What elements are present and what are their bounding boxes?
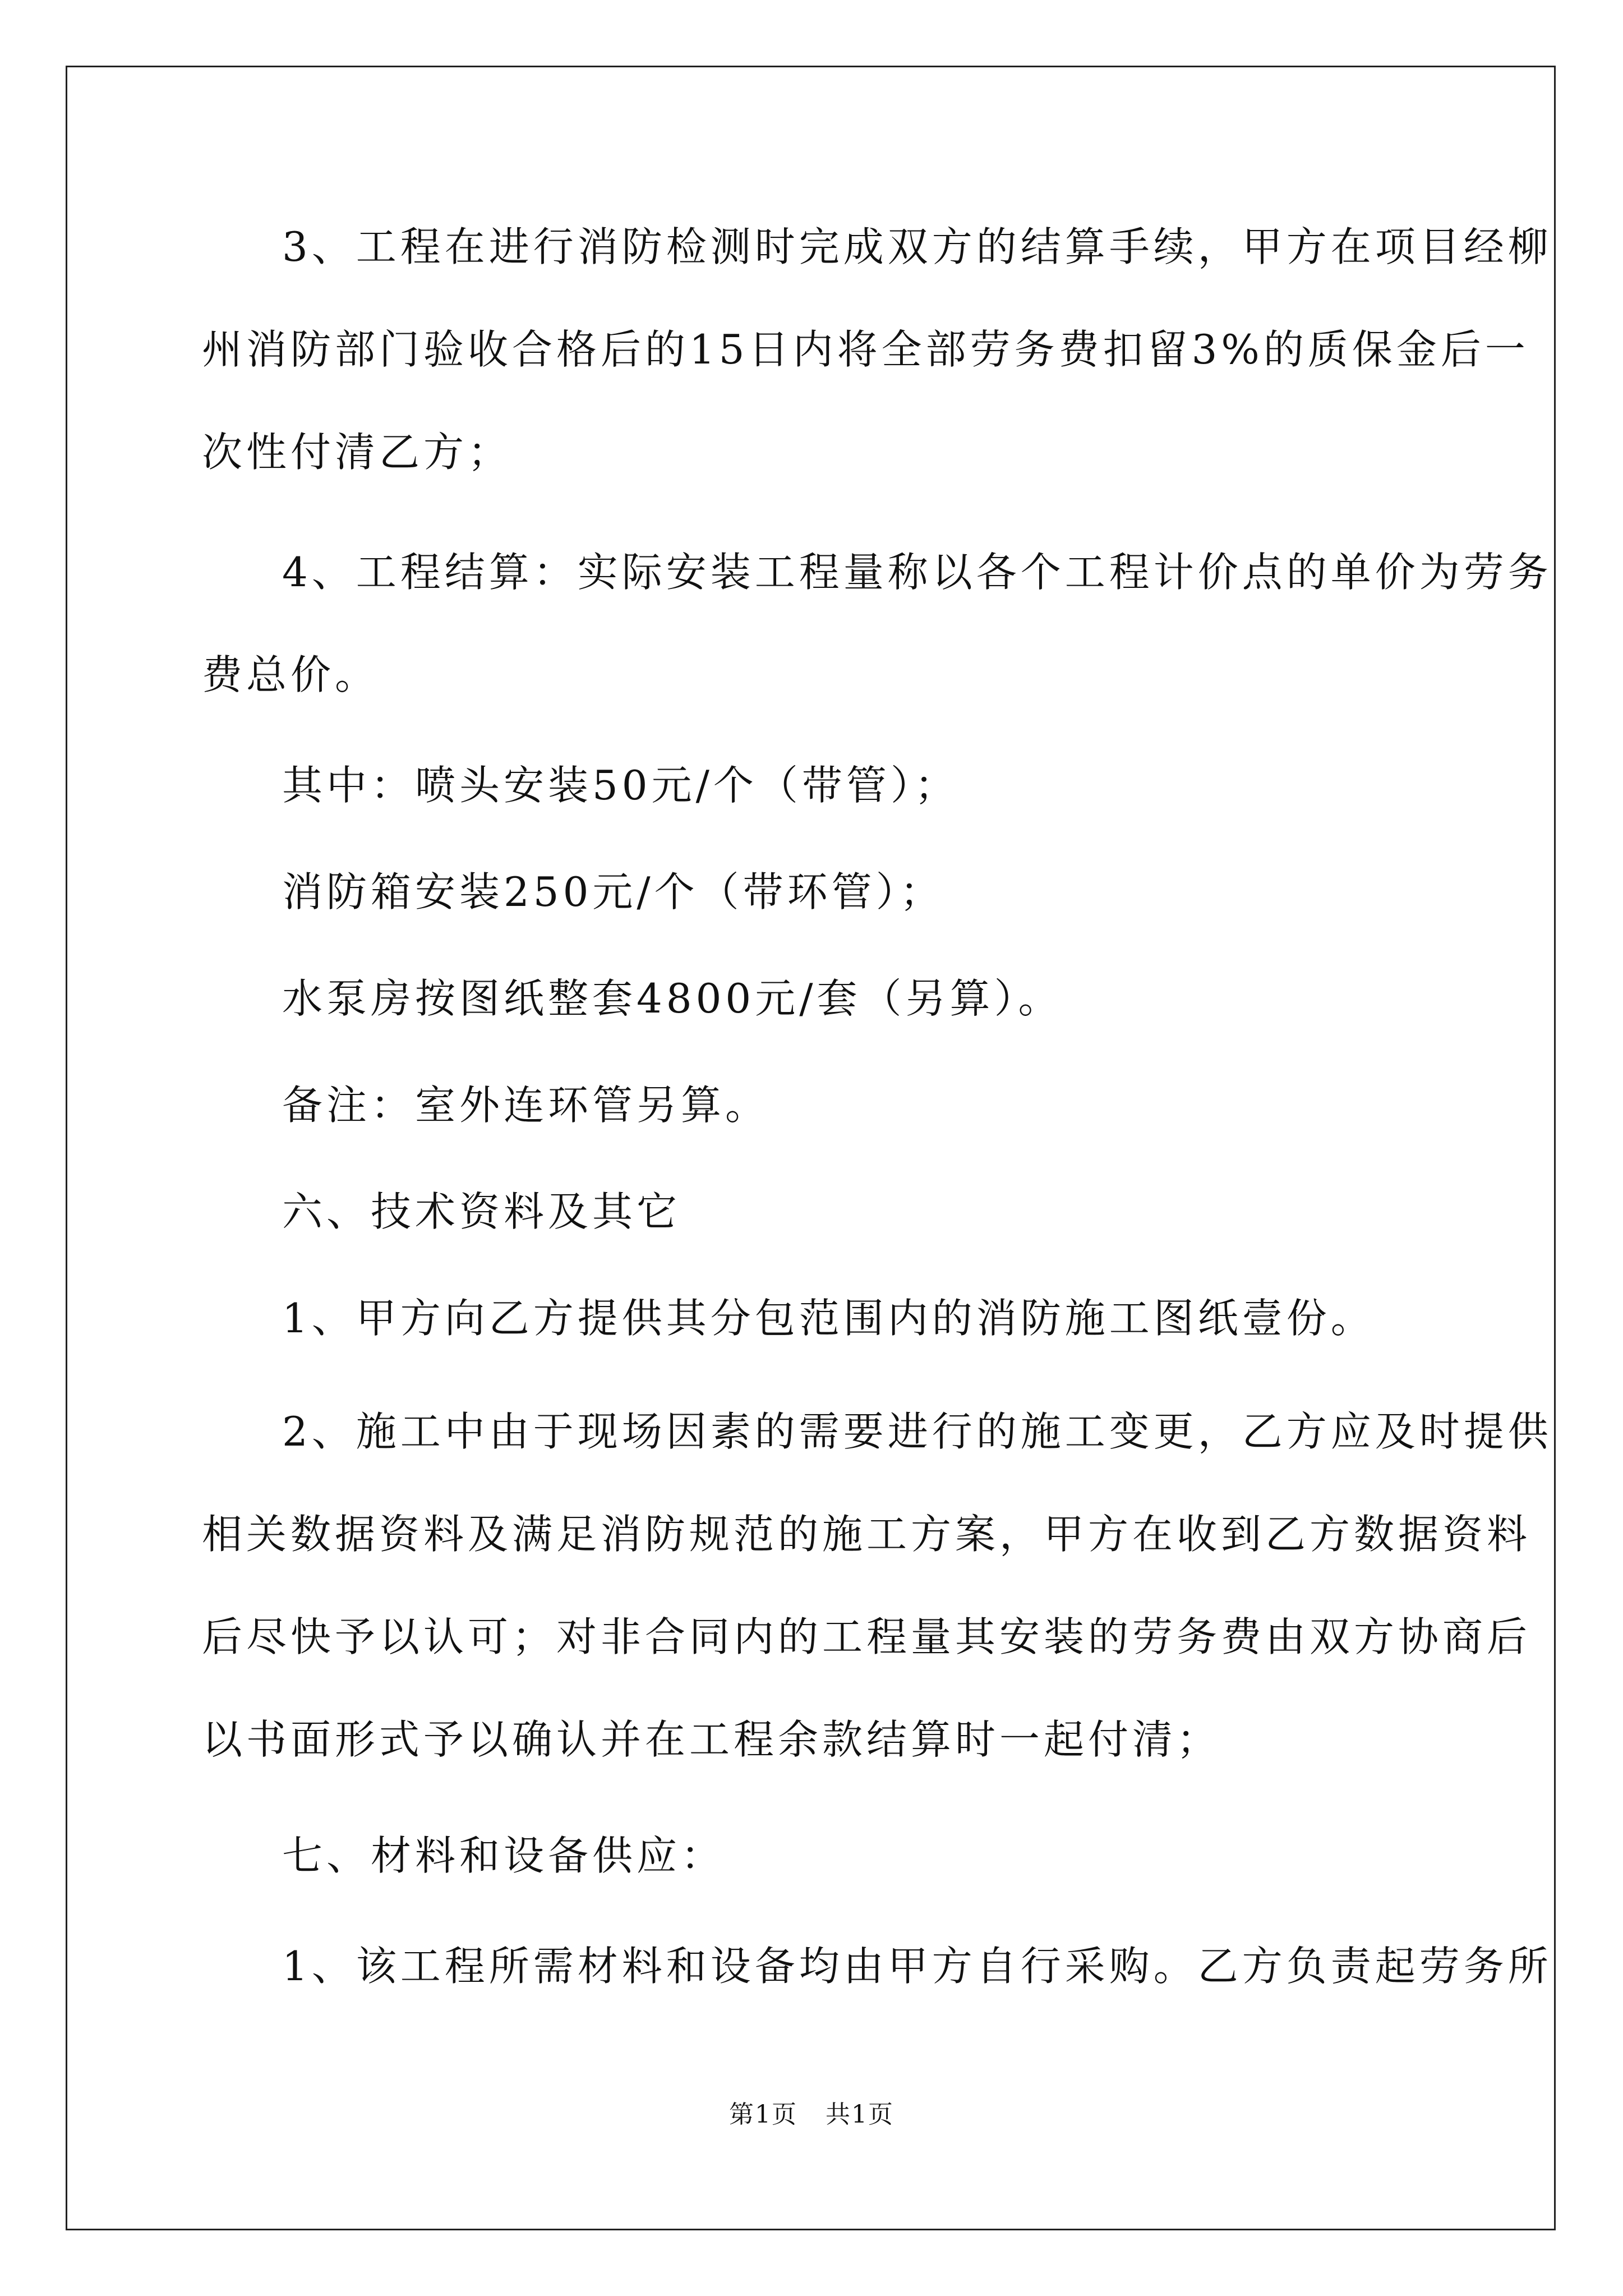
section-heading: 六、技术资料及其它	[282, 1188, 681, 1235]
paragraph-line: 其中：喷头安装50元/个（带管）；	[282, 762, 959, 809]
section-heading: 七、材料和设备供应：	[282, 1832, 726, 1879]
paragraph-line: 州消防部门验收合格后的15日内将全部劳务费扣留3%的质保金后一	[202, 326, 1529, 373]
page-frame	[66, 66, 1556, 2230]
paragraph-line: 以书面形式予以确认并在工程余款结算时一起付清；	[202, 1716, 1221, 1763]
paragraph-line: 相关数据资料及满足消防规范的施工方案，甲方在收到乙方数据资料	[202, 1511, 1532, 1558]
paragraph-line: 水泵房按图纸整套4800元/套（另算）。	[282, 975, 1063, 1022]
paragraph-line: 次性付清乙方；	[202, 429, 513, 476]
paragraph-line: 1、甲方向乙方提供其分包范围内的消防施工图纸壹份。	[282, 1295, 1375, 1342]
paragraph-line: 消防箱安装250元/个（带环管）；	[282, 868, 944, 915]
paragraph-line: 1、该工程所需材料和设备均由甲方自行采购。乙方负责起劳务所	[282, 1943, 1552, 1990]
paragraph-line: 备注：室外连环管另算。	[282, 1082, 770, 1129]
page-number: 第1页	[729, 2100, 797, 2129]
paragraph-line: 4、工程结算：实际安装工程量称以各个工程计价点的单价为劳务	[282, 549, 1552, 596]
paragraph-line: 费总价。	[202, 651, 380, 698]
page-footer	[0, 2098, 1623, 2132]
paragraph-line: 2、施工中由于现场因素的需要进行的施工变更，乙方应及时提供	[282, 1408, 1552, 1455]
paragraph-line: 后尽快予以认可；对非合同内的工程量其安装的劳务费由双方协商后	[202, 1613, 1532, 1660]
paragraph-line: 3、工程在进行消防检测时完成双方的结算手续，甲方在项目经柳	[282, 223, 1552, 270]
page-total: 共1页	[826, 2100, 894, 2129]
